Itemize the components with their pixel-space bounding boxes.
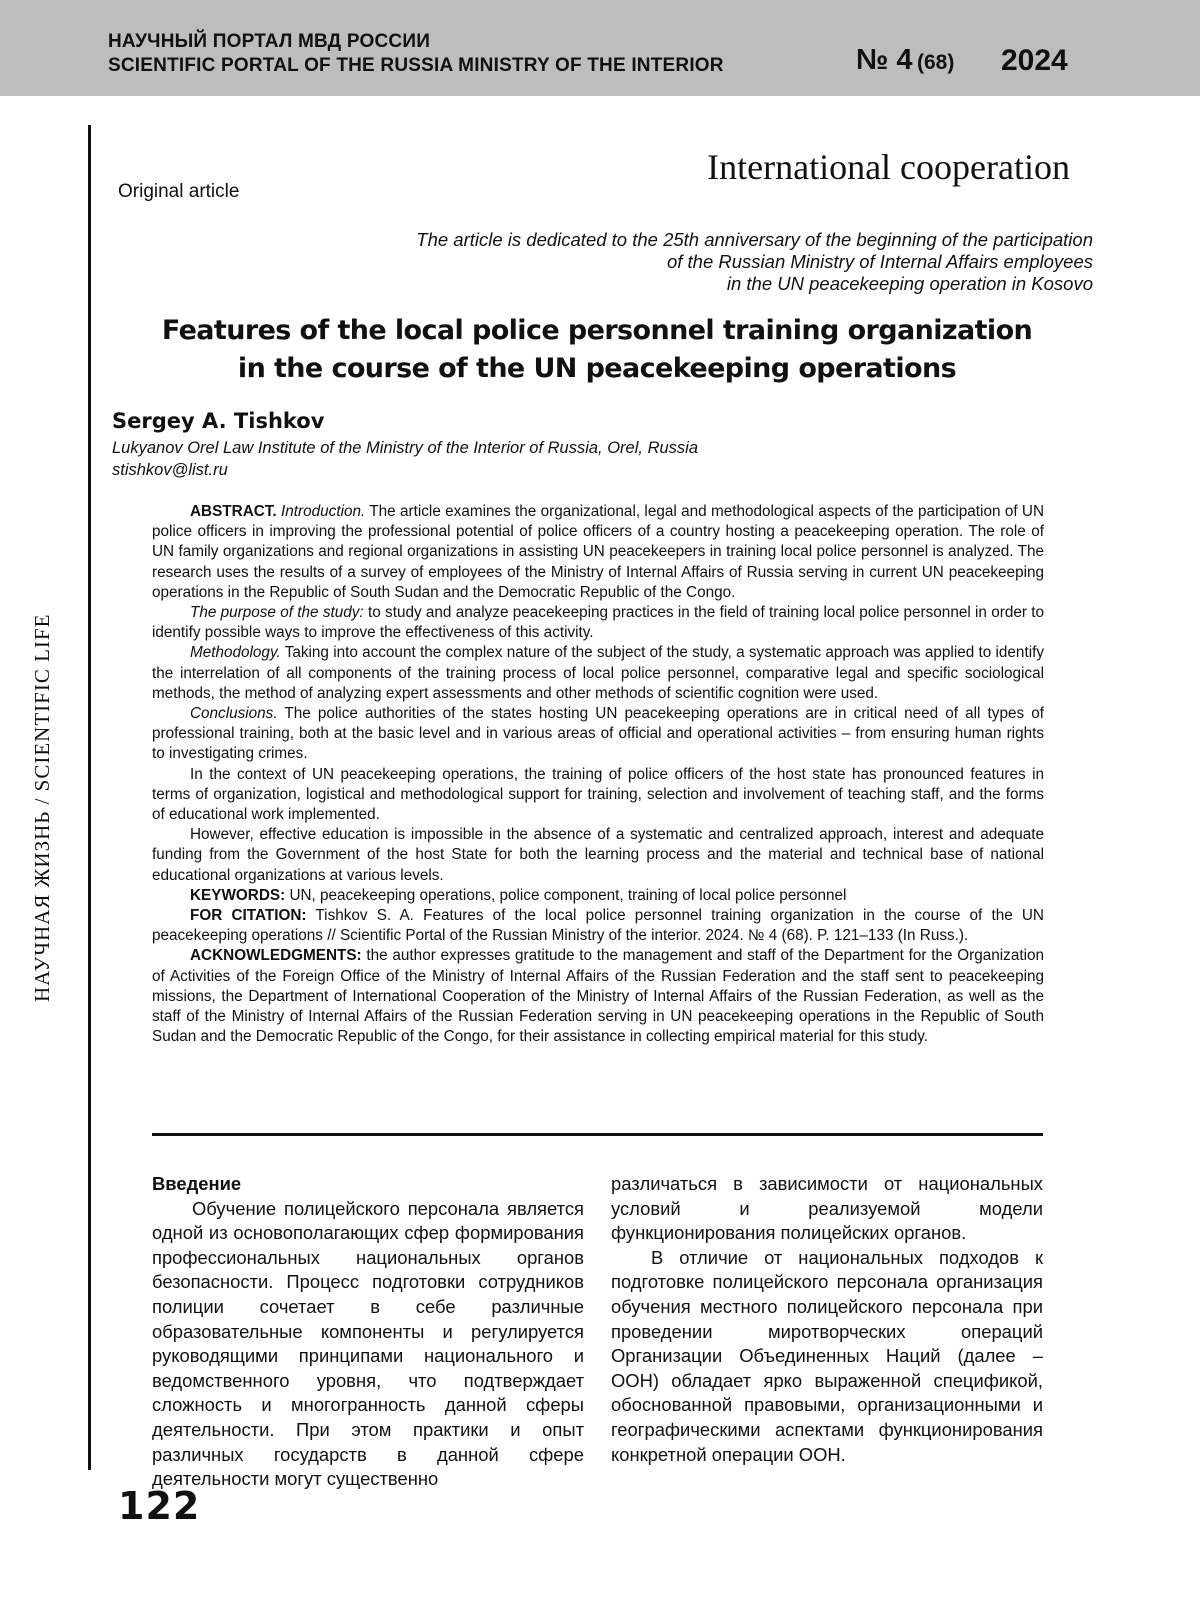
- article-type: Original article: [118, 181, 240, 202]
- intro-label: Introduction.: [281, 503, 366, 520]
- issue-year: 2024: [1001, 44, 1068, 77]
- method-text: Taking into account the complex nature of the subject of the study, a systematic approach was applied to identify the interrelation of all components of the training process of local police personnel, comparative legal and specific sociological methods, the method of analyzing expert assessments and other methods of scientific cognition were used.: [152, 644, 1044, 702]
- section-heading: Введение: [152, 1173, 242, 1194]
- body-column-left: [152, 1172, 584, 1492]
- dedication: [293, 229, 1093, 295]
- dedication-line: in the UN peacekeeping operation in Kosovo: [726, 273, 1093, 294]
- dedication-line: of the Russian Ministry of Internal Affairs employees: [666, 251, 1093, 272]
- portal-name-en: SCIENTIFIC PORTAL OF THE RUSSIA MINISTRY OF THE INTERIOR: [108, 55, 724, 76]
- author-name: Sergey A. Tishkov: [112, 409, 325, 433]
- issue-number: [856, 44, 954, 77]
- body-paragraph: В отличие от национальных подходов к подготовке полицейского персонала организация обучения местного полицейского персонала при проведении миротворческих операций Организации Объединенных Наций (далее – ООН) обладает ярко выраженной спецификой, обоснованной правовыми, организационными и географическими аспектами функционирования конкретной операции ООН.: [611, 1246, 1043, 1465]
- abstract-label: ABSTRACT.: [190, 503, 277, 520]
- author-affiliation: Lukyanov Orel Law Institute of the Ministry of the Interior of Russia, Orel, Russia: [112, 439, 698, 457]
- dedication-line: The article is dedicated to the 25th anniversary of the beginning of the participation: [416, 229, 1093, 250]
- acknowledgments: [152, 946, 1044, 1047]
- portal-name-ru: НАУЧНЫЙ ПОРТАЛ МВД РОССИИ: [108, 31, 431, 52]
- concl-text: The police authorities of the states hosting UN peacekeeping operations are in critical need of all types of professional training, both at the basic level and in various areas of official and operational activities – from ensuring human rights to investigating crimes.: [152, 705, 1044, 763]
- keywords-label: KEYWORDS:: [190, 886, 286, 904]
- section-title: International cooperation: [707, 147, 1070, 187]
- concl-label: Conclusions.: [190, 705, 278, 723]
- abstract-conclusions: [152, 704, 1044, 765]
- abstract: [152, 502, 1044, 1047]
- abstract-divider: [152, 1133, 1043, 1136]
- abstract-purpose: [152, 603, 1044, 643]
- intro-text: The article examines the organizational, legal and methodological aspects of the participation of UN police officers in improving the professional potential of police officers of a country hosting a peacekeeping operation. The role of UN family organizations and regional organizations in assisting UN peacekeepers in training local police personnel is analyzed. The research uses the results of a survey of employees of the Ministry of Internal Affairs of Russia serving in current UN peacekeeping operations in the Republic of South Sudan and the Democratic Republic of the Congo.: [152, 503, 1045, 601]
- sidebar-section-label: НАУЧНАЯ ЖИЗНЬ / SCIENTIFIC LIFE: [30, 613, 54, 1002]
- acknowledgments-label: ACKNOWLEDGMENTS:: [190, 947, 362, 965]
- title-line: in the course of the UN peacekeeping operations: [237, 353, 957, 384]
- body-column-right: [611, 1172, 1043, 1467]
- purpose-text: to study and analyze peacekeeping practices in the field of training local police personnel in order to identify possible ways to improve the effectiveness of this activity.: [152, 604, 1045, 642]
- side-rule: [88, 125, 91, 1470]
- abstract-intro: [152, 502, 1044, 603]
- abstract-however: However, effective education is impossible in the absence of a systematic and centralized approach, interest and adequate funding from the Government of the host State for both the learning process and the material and technical base of national educational organizations at various levels.: [152, 826, 1044, 884]
- abstract-context: In the context of UN peacekeeping operations, the training of police officers of the host state has pronounced features in terms of organization, logistical and methodological support for training, selection and involvement of teaching staff, and the forms of educational work implemented.: [152, 765, 1044, 824]
- body-paragraph: различаться в зависимости от национальных условий и реализуемой модели функционирования полицейских органов.: [611, 1173, 1043, 1244]
- purpose-label: The purpose of the study:: [190, 604, 364, 622]
- body-paragraph: Обучение полицейского персонала является одной из основополагающих сфер формирования профессиональных национальных органов безопасности. Процесс подготовки сотрудников полиции сочетает в себе различные образовательные компоненты и регулируется руководящими принципами национального и ведомственного уровня, что подтверждает сложность и многогранность данной сферы деятельности. При этом практики и опыт различных государств в данной сфере деятельности могут существенно: [152, 1197, 584, 1490]
- issue-no: № 4: [856, 44, 913, 76]
- citation-label: FOR CITATION:: [190, 907, 307, 925]
- keywords-text: UN, peacekeeping operations, police component, training of local police personnel: [289, 886, 847, 904]
- citation-text: Tishkov S. A. Features of the local police personnel training organization in the course of the UN peacekeeping operations // Scientific Portal of the Russian Ministry of the interior. 2024. № 4 (68). P. 121–133 (In Russ.).: [152, 907, 1044, 945]
- abstract-methodology: [152, 643, 1044, 704]
- article-title: [120, 312, 1074, 388]
- citation: [152, 906, 1044, 946]
- keywords: [152, 886, 1044, 906]
- method-label: Methodology.: [190, 644, 281, 662]
- issue-total: (68): [916, 51, 955, 74]
- page-number: 122: [118, 1484, 201, 1528]
- title-line: Features of the local police personnel training organization: [161, 315, 1033, 346]
- acknowledgments-text: the author expresses gratitude to the management and staff of the Department for the Organization of Activities of the Foreign Office of the Ministry of Internal Affairs of the Russian Federation and the staff sent to peacekeeping missions, the Department of International Cooperation of the Ministry of Internal Affairs of the Russian Federation, as well as the staff of the Ministry of Internal Affairs of the Russian Federation serving in UN peacekeeping operations in the Republic of South Sudan and the Democratic Republic of the Congo, for their assistance in collecting empirical material for this study.: [152, 947, 1044, 1046]
- author-email[interactable]: stishkov@list.ru: [112, 461, 228, 479]
